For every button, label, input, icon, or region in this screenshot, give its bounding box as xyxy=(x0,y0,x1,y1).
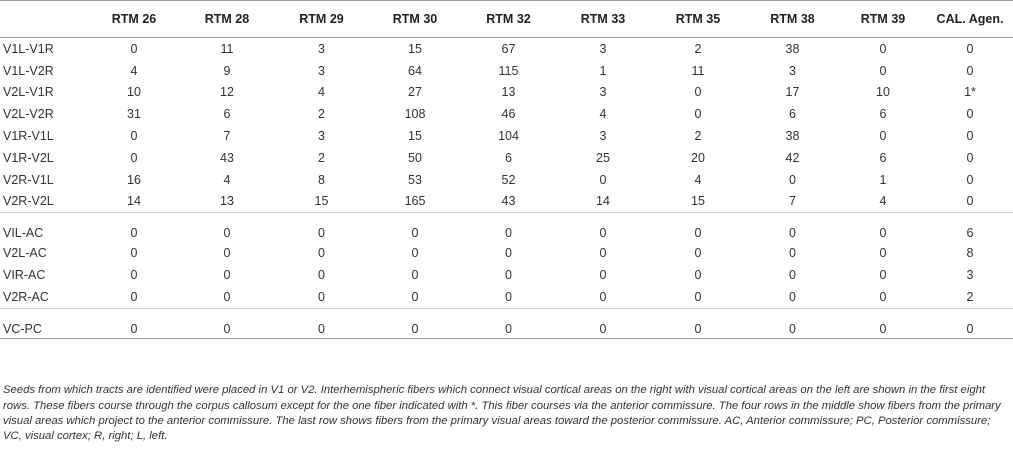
table-cell: 0 xyxy=(130,41,138,56)
table-cell: 0 xyxy=(694,246,702,261)
table-cell: 0 xyxy=(599,226,607,241)
table-cell: 25 xyxy=(596,150,610,165)
column-header: RTM 38 xyxy=(746,1,839,38)
table-cell: 3 xyxy=(966,268,974,283)
table-cell: 3 xyxy=(318,41,325,56)
column-header: RTM 28 xyxy=(180,1,274,38)
table-row xyxy=(0,308,1013,338)
table-cell: 0 xyxy=(130,150,138,165)
table-cell: 0 xyxy=(318,268,325,283)
row-label: V1L-V2R xyxy=(3,63,54,78)
column-header: RTM 33 xyxy=(556,1,650,38)
table-row xyxy=(0,147,1013,169)
table-cell: 15 xyxy=(408,41,422,56)
table-cell: 0 xyxy=(369,308,461,338)
table-cell: 0 xyxy=(274,286,369,308)
table-cell: 6 xyxy=(789,107,796,122)
table-cell: 0 xyxy=(411,268,419,283)
table-cell: 2 xyxy=(318,150,325,165)
table-cell: 0 xyxy=(927,308,1013,338)
table-cell: 0 xyxy=(966,129,974,144)
table-cell: 0 xyxy=(599,172,607,187)
table-body xyxy=(0,38,1013,339)
column-header: RTM 32 xyxy=(461,1,556,38)
table-cell: 0 xyxy=(318,246,325,261)
table-row xyxy=(0,191,1013,213)
table-cell: 0 xyxy=(274,308,369,338)
table-cell: 43 xyxy=(220,150,234,165)
table-cell: 0 xyxy=(839,286,927,308)
table-cell: 0 xyxy=(966,41,974,56)
table-cell: 0 xyxy=(88,308,180,338)
table-cell: 12 xyxy=(220,85,234,100)
table-cell: 2 xyxy=(318,107,325,122)
table-cell: 38 xyxy=(785,41,800,56)
table-cell: 0 xyxy=(599,268,607,283)
table-cell: 0 xyxy=(130,226,138,241)
table-cell: 0 xyxy=(966,150,974,165)
column-header: RTM 30 xyxy=(369,1,461,38)
table-row xyxy=(0,286,1013,308)
table-row xyxy=(0,60,1013,82)
table-cell: 0 xyxy=(461,286,556,308)
row-label: V2R-V2L xyxy=(0,191,88,213)
table-cell: 15 xyxy=(408,129,422,144)
table-cell: 31 xyxy=(127,107,141,122)
row-label: V2L-V1R xyxy=(3,85,54,100)
table-cell: 4 xyxy=(223,172,231,187)
table-cell: 4 xyxy=(599,107,607,122)
table-cell: 27 xyxy=(408,85,422,100)
row-label: V1L-V1R xyxy=(3,41,54,56)
row-label: VIR-AC xyxy=(3,268,46,283)
table-cell: 4 xyxy=(318,85,325,100)
table-cell: 15 xyxy=(274,191,369,213)
table-cell: 0 xyxy=(411,246,419,261)
table-cell: 67 xyxy=(501,41,516,56)
column-header: RTM 35 xyxy=(650,1,746,38)
table-cell: 6 xyxy=(505,150,512,165)
table-cell: 14 xyxy=(556,191,650,213)
row-label: V2R-V1L xyxy=(3,172,54,187)
table-cell: 0 xyxy=(746,308,839,338)
row-label: VIL-AC xyxy=(3,226,44,241)
table-cell: 0 xyxy=(746,286,839,308)
table-cell: 20 xyxy=(691,150,705,165)
table-row xyxy=(0,169,1013,191)
table-cell: 43 xyxy=(461,191,556,213)
table-cell: 115 xyxy=(498,63,519,78)
table-cell: 0 xyxy=(879,246,887,261)
table-cell: 8 xyxy=(318,172,325,187)
table-row xyxy=(0,264,1013,286)
table-cell: 6 xyxy=(879,150,887,165)
table-cell: 0 xyxy=(223,226,231,241)
table-cell: 0 xyxy=(839,308,927,338)
row-label: V2R-AC xyxy=(0,286,88,308)
column-header xyxy=(0,1,88,38)
table-cell: 52 xyxy=(501,172,516,187)
table-cell: 0 xyxy=(694,226,702,241)
table-cell: 0 xyxy=(505,268,512,283)
header-row xyxy=(0,1,1013,38)
table-cell: 4 xyxy=(130,63,138,78)
table-cell: 0 xyxy=(411,226,419,241)
table-cell: 2 xyxy=(694,41,702,56)
column-header: RTM 39 xyxy=(839,1,927,38)
table-cell: 0 xyxy=(966,63,974,78)
table-cell: 3 xyxy=(599,85,607,100)
column-header: RTM 29 xyxy=(274,1,369,38)
table-cell: 1 xyxy=(879,172,887,187)
table-cell: 14 xyxy=(88,191,180,213)
table-cell: 38 xyxy=(785,129,800,144)
table-cell: 0 xyxy=(650,308,746,338)
row-label: V2L-V2R xyxy=(3,107,54,122)
table-cell: 53 xyxy=(408,172,422,187)
table-cell: 0 xyxy=(88,286,180,308)
table-cell: 0 xyxy=(789,226,796,241)
table-cell: 0 xyxy=(879,226,887,241)
table-cell: 0 xyxy=(789,246,796,261)
table-cell: 11 xyxy=(691,63,705,78)
table-cell: 0 xyxy=(694,85,702,100)
table-cell: 10 xyxy=(876,85,890,100)
table-cell: 0 xyxy=(556,308,650,338)
table-cell: 7 xyxy=(223,129,231,144)
table-cell: 0 xyxy=(789,268,796,283)
table-cell: 0 xyxy=(505,226,512,241)
row-label: V1R-V1L xyxy=(3,129,54,144)
table-cell: 3 xyxy=(789,63,796,78)
table-cell: 0 xyxy=(223,268,231,283)
table-cell: 108 xyxy=(404,107,426,122)
table-cell: 2 xyxy=(927,286,1013,308)
row-label: VC-PC xyxy=(0,308,88,338)
table-cell: 42 xyxy=(785,150,800,165)
table-cell: 0 xyxy=(461,308,556,338)
table-cell: 6 xyxy=(879,107,887,122)
table-cell: 0 xyxy=(223,246,231,261)
table-cell: 64 xyxy=(408,63,422,78)
row-label: V1R-V2L xyxy=(3,150,54,165)
table-row xyxy=(0,82,1013,104)
table-cell: 2 xyxy=(694,129,702,144)
table-cell: 3 xyxy=(599,129,607,144)
table-cell: 0 xyxy=(505,246,512,261)
table-cell: 0 xyxy=(879,268,887,283)
table-row xyxy=(0,242,1013,264)
table-cell: 0 xyxy=(130,129,138,144)
table-cell: 0 xyxy=(556,286,650,308)
table-cell: 46 xyxy=(501,107,516,122)
table-cell: 0 xyxy=(694,268,702,283)
table-cell: 1* xyxy=(964,85,976,100)
table-cell: 6 xyxy=(223,107,231,122)
table-cell: 7 xyxy=(746,191,839,213)
table-cell: 8 xyxy=(966,246,974,261)
table-cell: 11 xyxy=(220,41,234,56)
table-cell: 3 xyxy=(318,63,325,78)
table-cell: 0 xyxy=(879,129,887,144)
table-cell: 0 xyxy=(966,172,974,187)
table-cell: 6 xyxy=(966,226,974,241)
table-cell: 0 xyxy=(694,107,702,122)
column-header: RTM 26 xyxy=(88,1,180,38)
table-cell: 165 xyxy=(369,191,461,213)
table-row xyxy=(0,38,1013,60)
table-cell: 0 xyxy=(318,226,325,241)
table-cell: 4 xyxy=(694,172,702,187)
table-row xyxy=(0,125,1013,147)
table-cell: 10 xyxy=(127,85,141,100)
table-cell: 17 xyxy=(785,85,800,100)
table-cell: 13 xyxy=(180,191,274,213)
table-cell: 0 xyxy=(180,308,274,338)
table-cell: 16 xyxy=(127,172,141,187)
table-cell: 0 xyxy=(599,246,607,261)
table-cell: 0 xyxy=(927,191,1013,213)
table-cell: 0 xyxy=(966,107,974,122)
table-cell: 3 xyxy=(599,41,607,56)
table-caption: Seeds from which tracts are identified were placed in V1 or V2. Interhemispheric fibers which connect visual cortical areas on the right with visual cortical areas on the left are shown in the first eight rows. These fibers course through the corpus callosum except for the one fiber indicated with *. This fiber courses via the anterior commissure. The four rows in the middle show fibers from the primary visual areas which project to the anterior commissure. The last row shows fibers from the primary visual areas toward the posterior commissure. AC, Anterior commissure; PC, Posterior commissure; VC, visual cortex; R, right; L, left. xyxy=(3,384,1001,442)
column-header: CAL. Agen. xyxy=(927,1,1013,38)
table-cell: 0 xyxy=(879,63,887,78)
table-cell: 13 xyxy=(501,85,516,100)
table-cell: 0 xyxy=(180,286,274,308)
table-cell: 0 xyxy=(130,268,138,283)
table-cell: 0 xyxy=(650,286,746,308)
table-cell: 3 xyxy=(318,129,325,144)
table-cell: 50 xyxy=(408,150,422,165)
table-cell: 1 xyxy=(599,63,607,78)
table-cell: 9 xyxy=(223,63,231,78)
table-cell: 0 xyxy=(130,246,138,261)
table-cell: 0 xyxy=(789,172,796,187)
table-cell: 104 xyxy=(498,129,519,144)
table-row xyxy=(0,103,1013,125)
row-label: V2L-AC xyxy=(3,246,47,261)
table-cell: 15 xyxy=(650,191,746,213)
table-cell: 0 xyxy=(369,286,461,308)
table-row xyxy=(0,213,1013,243)
table-cell: 0 xyxy=(879,41,887,56)
table-cell: 4 xyxy=(839,191,927,213)
